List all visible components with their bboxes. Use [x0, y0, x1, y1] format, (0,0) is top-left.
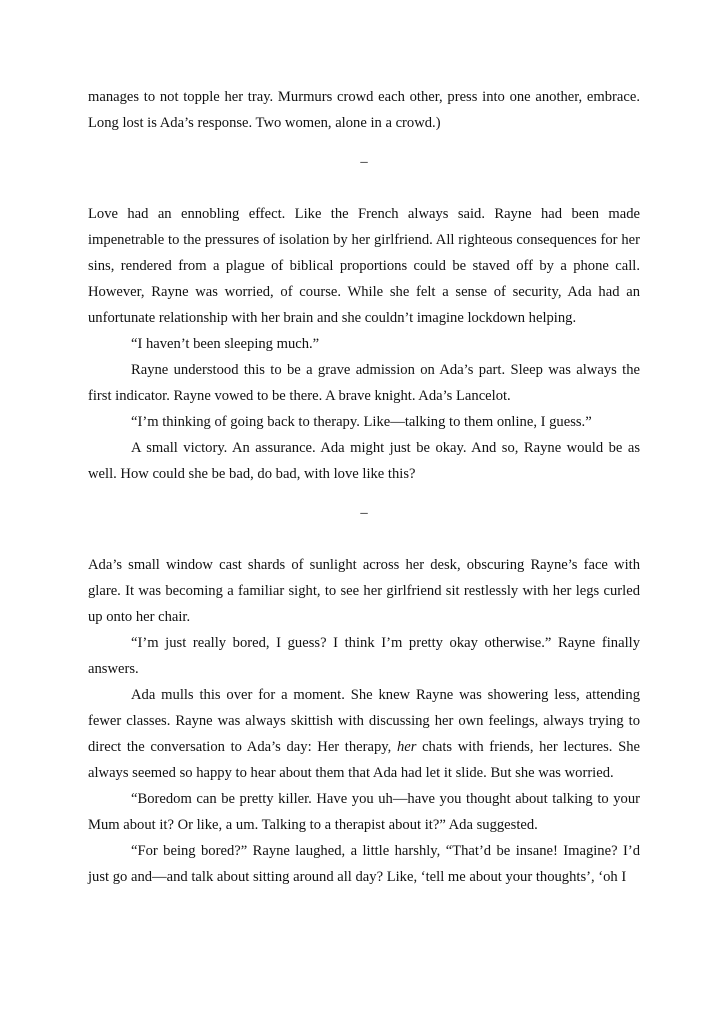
paragraph: “I’m just really bored, I guess? I think I’m pretty okay otherwise.” Rayne finally answers.: [88, 635, 640, 677]
paragraph: manages to not topple her tray. Murmurs crowd each other, press into one another, embrace. Long lost is Ada’s response. Two women, alone in a crowd.): [88, 89, 640, 131]
paragraph: Ada’s small window cast shards of sunlight across her desk, obscuring Rayne’s face with glare. It was becoming a familiar sight, to see her girlfriend sit restlessly with her legs curled up onto her chair.: [88, 557, 640, 625]
paragraph: “Boredom can be pretty killer. Have you uh—have you thought about talking to your Mum about it? Or like, a um. Talking to a therapist about it?” Ada suggested.: [88, 791, 640, 833]
paragraph: “For being bored?” Rayne laughed, a little harshly, “That’d be insane! Imagine? I’d just go and—and talk about sitting around all day? Like, ‘tell me about your thoughts’, ‘oh I: [88, 843, 640, 885]
paragraph-text: Ada mulls this over for a moment. She knew Rayne was showering less, attending fewer classes. Rayne was always skittish with discussing her own feelings, always trying to direct the conversation to Ada’s day: Her therapy,: [88, 687, 640, 755]
paragraph: “I’m thinking of going back to therapy. Like—talking to them online, I guess.”: [131, 414, 592, 430]
paragraph: [88, 682, 640, 786]
section-separator: –: [360, 154, 368, 170]
spacer: [88, 487, 640, 500]
paragraph: Rayne understood this to be a grave admission on Ada’s part. Sleep was always the first indicator. Rayne vowed to be there. A brave knight. Ada’s Lancelot.: [88, 362, 640, 404]
document-page: [88, 84, 640, 890]
spacer: [88, 136, 640, 149]
paragraph-text: chats with friends, her lectures. She always seemed so happy to hear about them that Ada had let it slide. But she was worried.: [88, 739, 641, 781]
section-separator: –: [360, 505, 368, 521]
emphasis-text: her: [396, 739, 417, 755]
paragraph: A small victory. An assurance. Ada might just be okay. And so, Rayne would be as well. How could she be bad, do bad, with love like this?: [88, 440, 640, 482]
spacer: [88, 175, 640, 201]
spacer: [88, 526, 640, 552]
paragraph: Love had an ennobling effect. Like the French always said. Rayne had been made impenetrable to the pressures of isolation by her girlfriend. All righteous consequences for her sins, rendered from a plague of biblical proportions could be staved off by a phone call. However, Rayne was worried, of course. While she felt a sense of security, Ada had an unfortunate relationship with her brain and she couldn’t imagine lockdown helping.: [88, 206, 640, 326]
paragraph: “I haven’t been sleeping much.”: [131, 336, 320, 352]
